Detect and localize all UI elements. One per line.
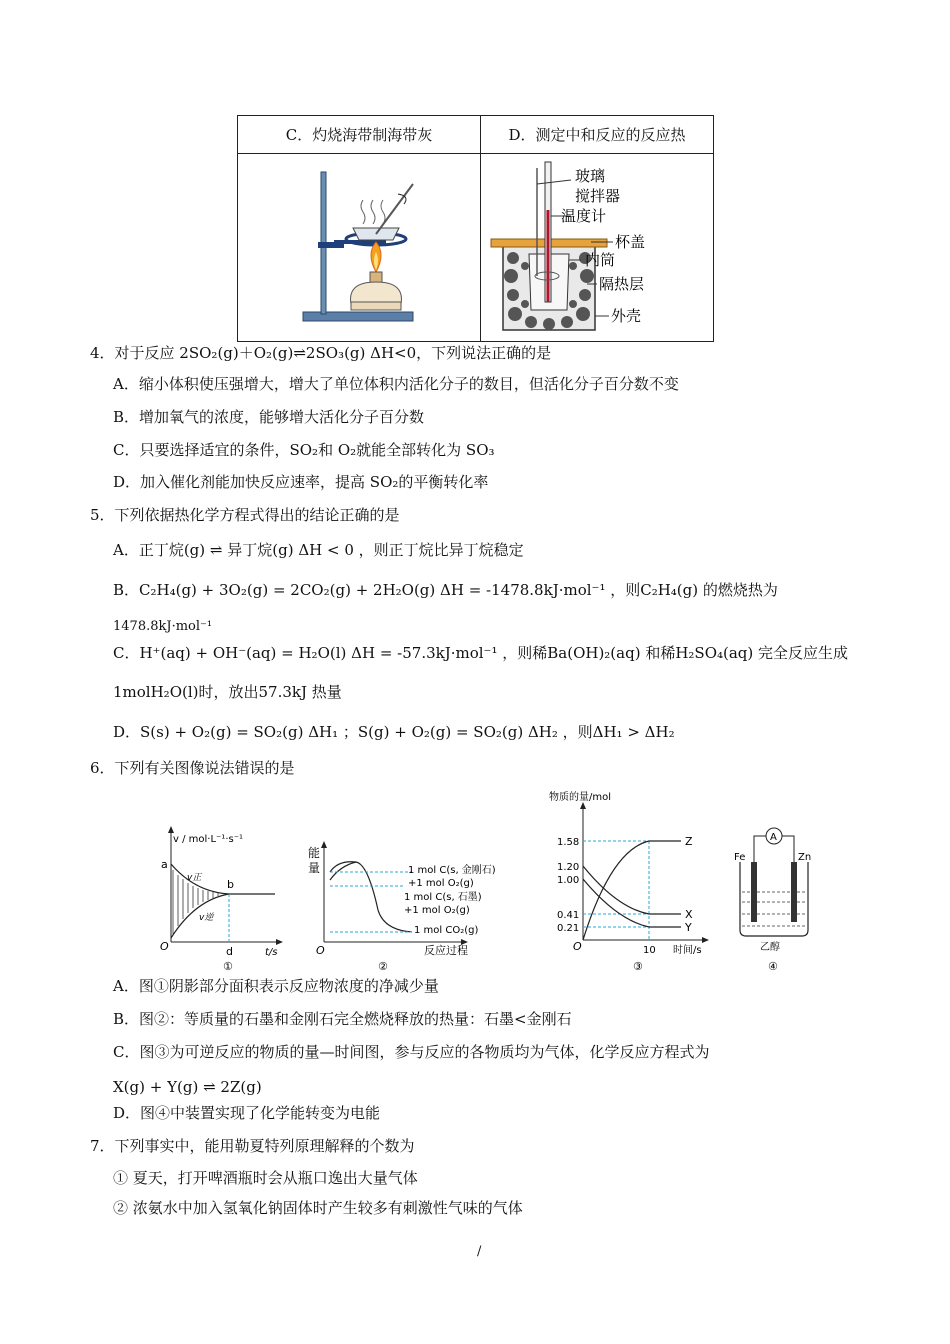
fig4-number: ④ [768, 960, 778, 973]
option-d-header: D．测定中和反应的反应热 [481, 116, 714, 154]
q6-option-c-line1: C．图③为可逆反应的物质的量—时间图，参与反应的各物质均为气体，化学反应方程式为 [113, 1043, 710, 1061]
page-footer: / [477, 1244, 482, 1259]
q4-option-b: B．增加氧气的浓度，能够增大活化分子百分数 [113, 408, 425, 426]
q6-stem: 6．下列有关图像说法错误的是 [90, 759, 295, 777]
label-insulation: 隔热层 [599, 275, 645, 293]
fig3-series-z: Z [685, 835, 693, 848]
label-thermometer: 温度计 [561, 207, 607, 225]
fig3-x-10: 10 [643, 945, 656, 956]
figure-1-rate-time [155, 822, 285, 972]
fig2-label-graphite: 1 mol C(s, 石墨) [404, 892, 482, 903]
q4-option-a: A．缩小体积使压强增大，增大了单位体积内活化分子的数目，但活化分子百分数不变 [113, 375, 679, 393]
q5-option-b-line1: B．C₂H₄(g) + 3O₂(g) = 2CO₂(g) + 2H₂O(g) ΔH = -1478.8kJ·mol⁻¹ ，则C₂H₄(g) 的燃烧热为 [113, 581, 778, 599]
fig1-xlabel: t/s [265, 947, 278, 958]
q4-option-c: C．只要选择适宜的条件，SO₂和 O₂就能全部转化为 SO₃ [113, 441, 495, 459]
q4-option-d: D．加入催化剂能加快反应速率，提高 SO₂的平衡转化率 [113, 473, 489, 491]
q5-option-d: D．S(s) + O₂(g) = SO₂(g) ΔH₁ ；S(g) + O₂(g) = SO₂(g) ΔH₂ ，则ΔH₁ > ΔH₂ [113, 723, 675, 741]
q6-option-b: B．图②：等质量的石墨和金刚石完全燃烧释放的热量：石墨<金刚石 [113, 1010, 572, 1028]
q6-option-c-line2: X(g) + Y(g) ⇌ 2Z(g) [113, 1078, 262, 1096]
fig3-origin: O [573, 940, 582, 953]
q4-stem: 4．对于反应 2SO₂(g)＋O₂(g)⇌2SO₃(g) ΔH<0，下列说法正确的是 [90, 344, 552, 362]
q5-option-b-line2: 1478.8kJ·mol⁻¹ [113, 619, 213, 634]
fig2-number: ② [378, 960, 388, 973]
fig2-label-o2-1: +1 mol O₂(g) [408, 878, 474, 889]
fig1-point-a: a [161, 858, 168, 871]
label-stirrer: 搅拌器 [575, 187, 621, 205]
q7-item-2: ② 浓氨水中加入氢氧化钠固体时产生较多有刺激性气味的气体 [113, 1199, 523, 1217]
figure-2-energy [300, 840, 496, 975]
label-glass: 玻璃 [575, 167, 606, 185]
q5-option-a: A．正丁烷(g) ⇌ 异丁烷(g) ΔH < 0 ，则正丁烷比异丁烷稳定 [113, 541, 524, 559]
apparatus-table [237, 115, 714, 342]
label-inner-cup: 内筒 [585, 251, 616, 269]
fig2-ylabel-2: 量 [308, 861, 321, 875]
q7-stem: 7．下列事实中，能用勒夏特列原理解释的个数为 [90, 1137, 415, 1155]
q6-option-a: A．图①阴影部分面积表示反应物浓度的净减少量 [113, 977, 439, 995]
fig4-zn-electrode: Zn [798, 852, 812, 863]
calorimeter-figure [481, 154, 713, 337]
fig1-ylabel: v / mol·L⁻¹·s⁻¹ [173, 834, 243, 845]
fig2-xlabel: 反应过程 [424, 944, 468, 957]
fig2-origin: O [316, 944, 325, 957]
q5-stem: 5．下列依据热化学方程式得出的结论正确的是 [90, 506, 400, 524]
fig4-fe-electrode: Fe [734, 852, 746, 863]
fig1-origin: O [160, 940, 169, 953]
figure-3-amount-time [535, 790, 715, 975]
label-shell: 外壳 [611, 307, 642, 325]
option-c-header: C．灼烧海带制海带灰 [238, 116, 481, 154]
fig1-v-forward: v正 [187, 873, 202, 883]
fig3-tick-158: 1.58 [557, 837, 580, 848]
fig3-ylabel: 物质的量/mol [549, 792, 612, 803]
fig3-number: ③ [633, 960, 643, 973]
q5-option-c-line2: 1molH₂O(l)时，放出57.3kJ 热量 [113, 683, 342, 701]
fig3-series-x: X [685, 908, 693, 921]
label-lid: 杯盖 [615, 233, 646, 251]
fig3-series-y: Y [685, 921, 692, 934]
q7-item-1: ① 夏天，打开啤酒瓶时会从瓶口逸出大量气体 [113, 1169, 418, 1187]
figure-4-cell [730, 822, 820, 974]
fig1-number: ① [223, 960, 233, 973]
fig2-ylabel-1: 能 [308, 846, 321, 860]
burning-apparatus-figure [238, 154, 480, 337]
fig3-tick-041: 0.41 [557, 910, 580, 921]
q5-option-c-line1: C．H⁺(aq) + OH⁻(aq) = H₂O(l) ΔH = -57.3kJ·mol⁻¹ ，则稀Ba(OH)₂(aq) 和稀H₂SO₄(aq) 完全反应生成 [113, 644, 849, 662]
calorimeter-cell [481, 154, 714, 342]
fig4-liquid-label: 乙醇 [760, 942, 780, 953]
fig1-point-d: d [226, 945, 233, 958]
fig3-tick-021: 0.21 [557, 923, 580, 934]
q6-option-d: D．图④中装置实现了化学能转变为电能 [113, 1104, 381, 1122]
fig2-label-diamond: 1 mol C(s, 金刚石) [408, 865, 496, 876]
fig3-tick-120: 1.20 [557, 862, 580, 873]
fig4-ammeter: A [770, 832, 777, 843]
fig3-xlabel: 时间/s [673, 945, 702, 956]
burning-apparatus-cell [238, 154, 481, 342]
fig1-v-reverse: v逆 [199, 913, 214, 923]
fig2-label-co2: 1 mol CO₂(g) [414, 925, 479, 936]
fig1-point-b: b [227, 878, 234, 891]
fig3-tick-100: 1.00 [557, 875, 580, 886]
fig2-label-o2-2: +1 mol O₂(g) [404, 905, 470, 916]
